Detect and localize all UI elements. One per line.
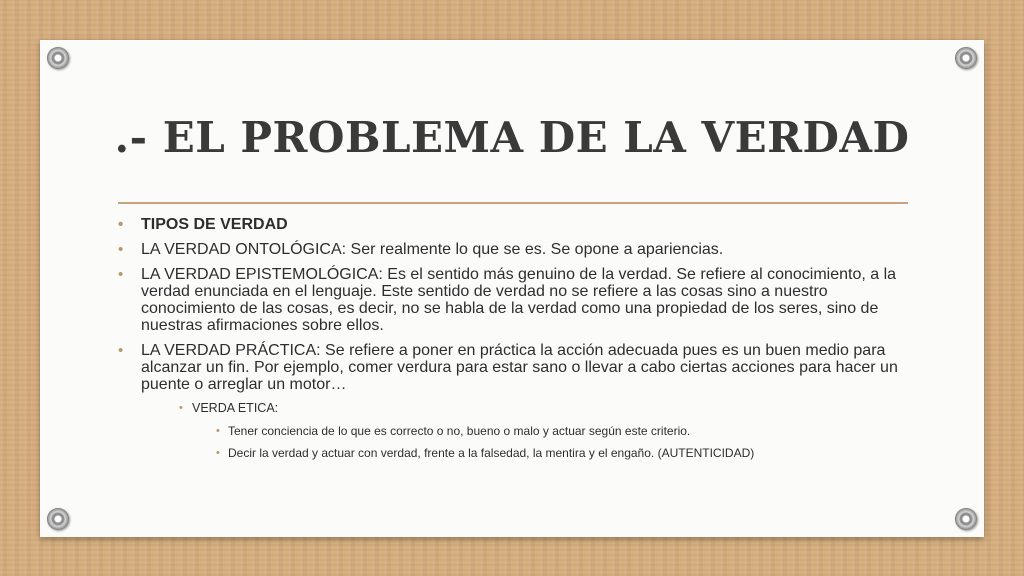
bullet-icon: • [179, 402, 183, 414]
bullet-item [114, 266, 914, 334]
slide-board [40, 40, 984, 537]
bullet-item [114, 216, 914, 233]
sub-sub-bullet-text: Decir la verdad y actuar con verdad, frente a la falsedad, la mentira y el engaño. (AUTENTICIDAD) [228, 446, 755, 460]
title-divider [118, 202, 908, 204]
slide-content [114, 216, 914, 468]
bullet-icon: • [118, 216, 124, 233]
sub-bullet-text: VERDA ETICA: [192, 401, 279, 415]
slide-title: .- EL PROBLEMA DE LA VERDAD [114, 113, 910, 162]
pin-icon [47, 508, 69, 530]
bullet-text: LA VERDAD ONTOLÓGICA: Ser realmente lo que se es. Se opone a apariencias. [141, 241, 724, 258]
sub-bullet-item [179, 401, 914, 416]
pin-icon [955, 47, 977, 69]
bullet-icon: • [216, 447, 220, 459]
bullet-item [114, 241, 914, 258]
bullet-icon: • [118, 342, 124, 359]
sub-sub-bullet-item [216, 446, 914, 460]
bullet-item [114, 342, 914, 393]
bullet-text: TIPOS DE VERDAD [141, 216, 288, 233]
bullet-icon: • [118, 241, 124, 258]
sub-sub-bullet-item [216, 424, 914, 438]
bullet-icon: • [216, 425, 220, 437]
bullet-text: LA VERDAD PRÁCTICA: Se refiere a poner en práctica la acción adecuada pues es un buen medio para alcanzar un fin. Por ejemplo, comer verdura para estar sano o llevar a cabo ciertas acciones para hacer un puente o arreglar un motor… [141, 342, 898, 393]
pin-icon [47, 47, 69, 69]
sub-sub-bullet-text: Tener conciencia de lo que es correcto o no, bueno o malo y actuar según este criterio. [228, 424, 691, 438]
bullet-icon: • [118, 266, 124, 283]
bullet-text: LA VERDAD EPISTEMOLÓGICA: Es el sentido más genuino de la verdad. Se refiere al conocimiento, a la verdad enunciada en el lenguaje. Este sentido de verdad no se refiere a las cosas sino a nuestro conocimiento de las cosas, es decir, no se habla de la verdad como una propiedad de los seres, sino de nuestras afirmaciones sobre ellos. [141, 266, 897, 334]
pin-icon [955, 508, 977, 530]
